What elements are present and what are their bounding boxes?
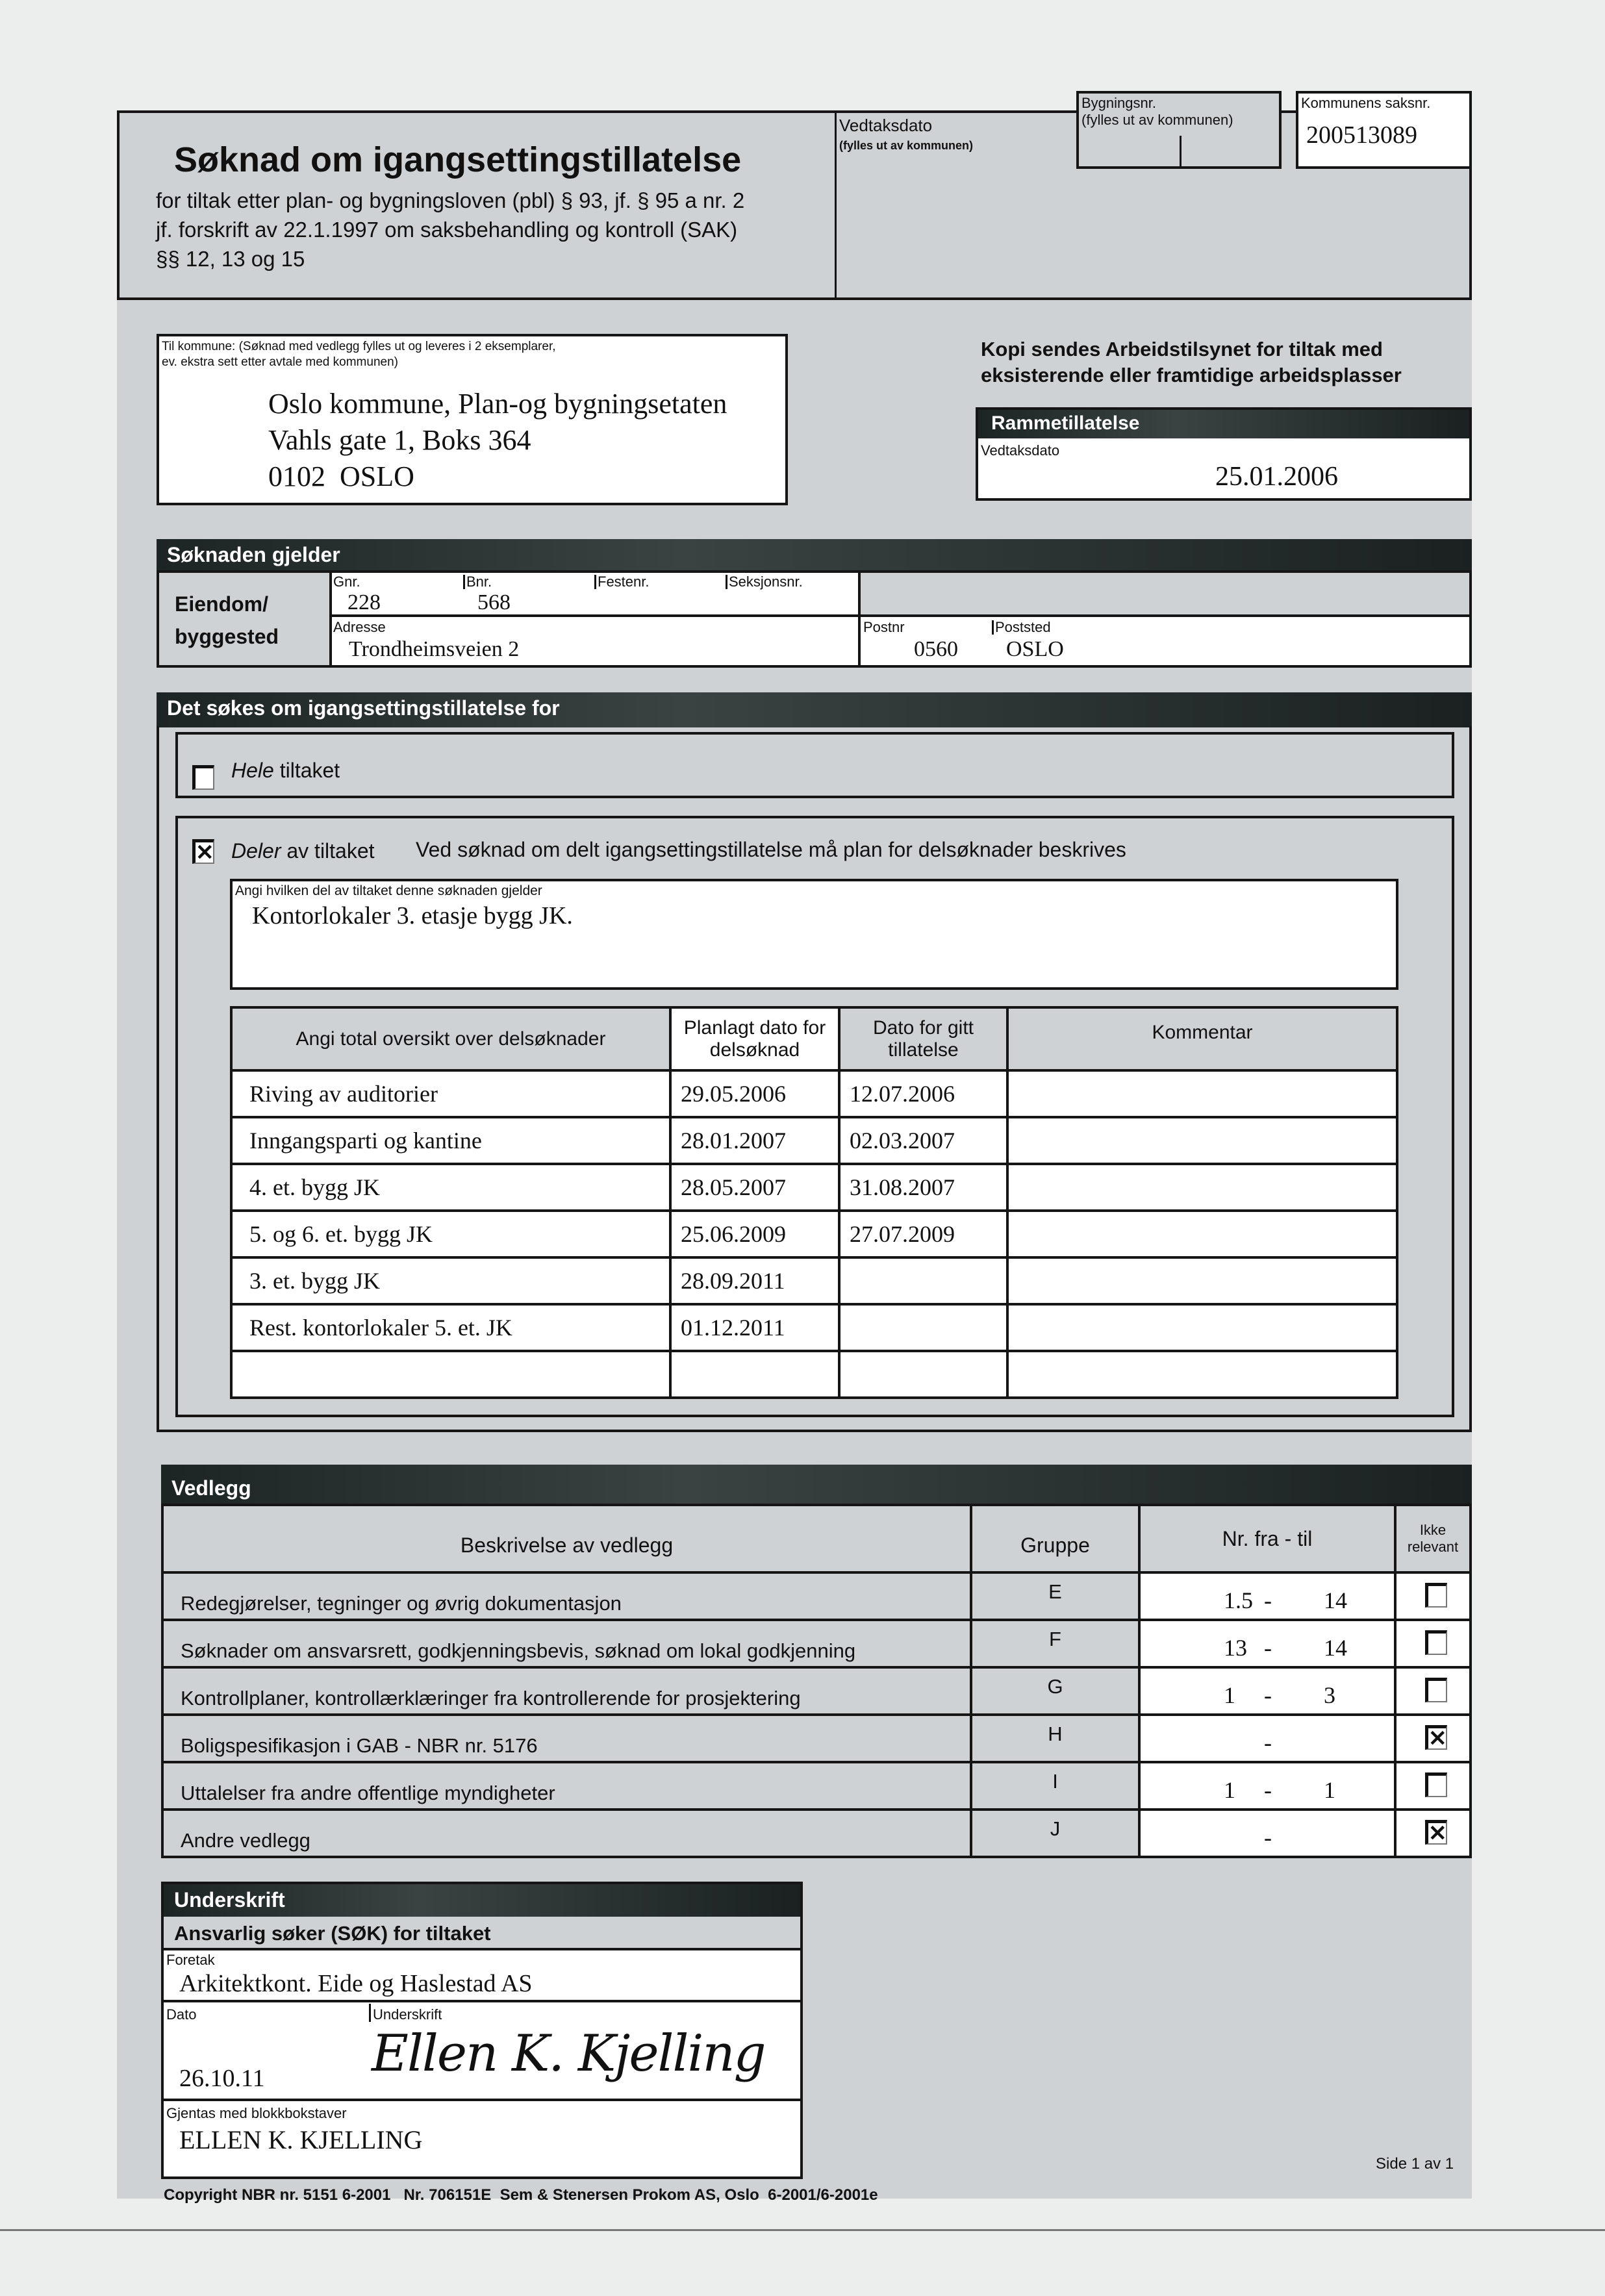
table-row [231,1351,1397,1398]
rammetillatelse-title: Rammetillatelse [978,410,1469,438]
kopi-note-1: Kopi sendes Arbeidstilsynet for tiltak med [981,338,1383,360]
planlagt-dato-cell[interactable]: 28.01.2007 [670,1117,839,1164]
gjentas-label: Gjentas med blokkbokstaver [166,2105,347,2121]
ikke-relevant-checkbox[interactable] [1425,1630,1447,1655]
planlagt-dato-cell[interactable]: 28.05.2007 [670,1164,839,1211]
delsoknader-table [230,1006,1398,1399]
underskrift-title: Underskrift [164,1884,800,1917]
bnr-label: Bnr. [463,575,492,589]
form-title: Søknad om igangsettingstillatelse [174,140,742,179]
table-row [231,1211,1397,1257]
vedlegg-group: G [971,1667,1139,1715]
ikke-relevant-checkbox[interactable]: ✕ [1425,1725,1447,1750]
header-divider [835,113,837,299]
delsoknad-name-cell[interactable]: Rest. kontorlokaler 5. et. JK [231,1304,670,1351]
vedlegg-description: Andre vedlegg [162,1810,971,1857]
header-nr: Nr. fra - til [1139,1505,1395,1572]
dato-line [164,2099,800,2101]
vedlegg-group: E [971,1572,1139,1620]
gitt-dato-cell[interactable]: 12.07.2006 [839,1070,1007,1117]
gjentas-field[interactable]: ELLEN K. KJELLING [179,2125,423,2154]
kopi-note-2: eksisterende eller framtidige arbeidsplasser [981,364,1402,386]
hele-box [175,732,1454,798]
hele-checkbox[interactable] [192,765,214,790]
nr-dash: - [1264,1730,1272,1756]
bygningsnr-divider [1180,136,1182,168]
hele-label [231,759,340,783]
table-header-row [231,1007,1397,1070]
poststed-label: Poststed [992,620,1051,635]
underskrift-box [161,1882,803,2179]
delsoknad-name-cell[interactable] [231,1351,670,1398]
gnr-field[interactable]: 228 [348,590,381,614]
dato-field[interactable]: 26.10.11 [179,2065,265,2092]
saksnr-value: 200513089 [1306,121,1417,149]
til-kommune-label-1: Til kommune: (Søknad med vedlegg fylles ut og leveres i 2 eksemplarer, [162,340,556,353]
delsoknad-name-cell[interactable]: 3. et. bygg JK [231,1257,670,1304]
rammetillatelse-box [976,407,1472,501]
gnr-label: Gnr. [333,574,360,590]
kommune-address-3: 0102 OSLO [268,460,414,492]
foretak-label: Foretak [166,1952,215,1968]
seksjonsnr-label: Seksjonsnr. [726,575,803,589]
kommentar-cell[interactable] [1007,1257,1397,1304]
ramme-vedtaksdato-value: 25.01.2006 [1215,462,1338,492]
planlagt-dato-cell[interactable]: 29.05.2006 [670,1070,839,1117]
vedlegg-table [161,1504,1472,1858]
delsoknad-name-cell[interactable]: Riving av auditorier [231,1070,670,1117]
header-gitt: Dato for gitt tillatelse [839,1007,1007,1070]
deler-label [231,839,375,863]
underskrift-label: Underskrift [369,2004,442,2022]
foretak-line [164,2000,800,2002]
nr-dash: - [1264,1682,1272,1708]
vedlegg-description: Kontrollplaner, kontrollærklæringer fra kontrollerende for prosjektering [162,1667,971,1715]
vedlegg-row [162,1715,1471,1762]
postnr-field[interactable]: 0560 [914,637,958,661]
nr-to: 3 [1324,1682,1335,1708]
gitt-dato-cell[interactable]: 27.07.2009 [839,1211,1007,1257]
til-kommune-label-2: ev. ekstra sett etter avtale med kommunen) [162,355,398,369]
delsoknad-name-cell[interactable]: Inngangsparti og kantine [231,1117,670,1164]
signature: Ellen K. Kjelling [372,2025,765,2083]
bygningsnr-field[interactable] [1076,91,1282,169]
form-subtitle-3: §§ 12, 13 og 15 [156,247,305,271]
gitt-dato-cell[interactable] [839,1304,1007,1351]
header-ikke-relevant: Ikke relevant [1395,1505,1471,1572]
ikke-relevant-cell [1395,1762,1471,1810]
vedlegg-nr-range[interactable] [1139,1810,1395,1857]
vedtaksdato-label: Vedtaksdato [839,116,933,135]
ikke-relevant-checkbox[interactable]: ✕ [1425,1820,1447,1845]
soknaden-gjelder-title: Søknaden gjelder [157,539,1472,573]
vedlegg-group: H [971,1715,1139,1762]
table-row [231,1117,1397,1164]
ikke-relevant-cell [1395,1572,1471,1620]
hele-label-rest: tiltaket [279,759,340,782]
vedlegg-description: Uttalelser fra andre offentlige myndigheter [162,1762,971,1810]
planlagt-dato-cell[interactable]: 25.06.2009 [670,1211,839,1257]
header-beskrivelse: Beskrivelse av vedlegg [162,1505,971,1572]
vedlegg-title: Vedlegg [161,1465,1472,1505]
til-kommune-box[interactable] [157,334,788,505]
kommentar-cell[interactable] [1007,1164,1397,1211]
ikke-relevant-cell [1395,1667,1471,1715]
delsoknad-name-cell[interactable]: 4. et. bygg JK [231,1164,670,1211]
kommentar-cell[interactable] [1007,1070,1397,1117]
deler-label-em: Deler [231,839,281,863]
vedlegg-group: F [971,1620,1139,1667]
vedlegg-row [162,1762,1471,1810]
vedlegg-description: Boligspesifikasjon i GAB - NBR nr. 5176 [162,1715,971,1762]
nr-dash: - [1264,1635,1272,1661]
nr-dash: - [1264,1824,1272,1850]
nr-from: 1.5 [1224,1587,1253,1613]
header-planlagt: Planlagt dato for delsøknad [670,1007,839,1070]
planlagt-dato-cell[interactable]: 28.09.2011 [670,1257,839,1304]
det-sokes-title: Det søkes om igangsettingstillatelse for [157,692,1472,727]
planlagt-dato-cell[interactable] [670,1351,839,1398]
vedlegg-row [162,1810,1471,1857]
gitt-dato-cell[interactable]: 31.08.2007 [839,1164,1007,1211]
nr-from: 1 [1224,1777,1235,1803]
ikke-relevant-checkbox[interactable] [1425,1772,1447,1797]
dato-label: Dato [166,2006,197,2023]
kommune-address-2: Vahls gate 1, Boks 364 [268,424,531,456]
vedlegg-row [162,1667,1471,1715]
bygningsnr-label: Bygningsnr. [1081,95,1156,111]
adresse-field[interactable]: Trondheimsveien 2 [349,637,520,661]
hele-label-em: Hele [231,759,274,782]
vedlegg-nr-range[interactable] [1139,1715,1395,1762]
vedlegg-nr-range[interactable] [1139,1572,1395,1620]
bygningsnr-note: (fylles ut av kommunen) [1081,112,1233,128]
ikke-relevant-cell [1395,1810,1471,1857]
postnr-label: Postnr [863,619,905,635]
vedlegg-nr-range[interactable] [1139,1667,1395,1715]
form-subtitle-1: for tiltak etter plan- og bygningsloven (pbl) § 93, jf. § 95 a nr. 2 [156,188,745,212]
nr-from: 1 [1224,1682,1235,1708]
angi-del-label: Angi hvilken del av tiltaket denne søknaden gjelder [235,883,542,898]
gitt-dato-cell[interactable]: 02.03.2007 [839,1117,1007,1164]
eiendom-label: Eiendom/ [175,592,269,616]
header-oversikt: Angi total oversikt over delsøknader [231,1007,670,1070]
ansvarlig-row: Ansvarlig søker (SØK) for tiltaket [164,1917,800,1950]
nr-to: 1 [1324,1777,1335,1803]
gitt-dato-cell[interactable] [839,1351,1007,1398]
ramme-vedtaksdato-label: Vedtaksdato [981,442,1060,459]
delsoknad-name-cell[interactable]: 5. og 6. et. bygg JK [231,1211,670,1257]
vedlegg-group: I [971,1762,1139,1810]
ikke-relevant-cell [1395,1715,1471,1762]
vedlegg-row [162,1620,1471,1667]
vedlegg-description: Redegjørelser, tegninger og øvrig dokumentasjon [162,1572,971,1620]
vedlegg-nr-range[interactable] [1139,1620,1395,1667]
nr-to: 14 [1324,1587,1347,1613]
postnr-divider [858,573,861,665]
eiendom-box [157,570,1472,668]
saksnr-field[interactable] [1296,91,1472,169]
table-row [231,1304,1397,1351]
adresse-label: Adresse [333,619,386,635]
kommentar-cell[interactable] [1007,1211,1397,1257]
postnr-top-line [858,614,1472,617]
table-row [231,1070,1397,1117]
bottom-rule [0,2229,1605,2231]
bnr-field[interactable]: 568 [477,590,511,614]
vedlegg-nr-range[interactable] [1139,1762,1395,1810]
byggested-label: byggested [175,625,279,648]
footer-copyright: Copyright NBR nr. 5151 6-2001 Nr. 706151E Sem & Stenersen Prokom AS, Oslo 6-2001/6-2001e [164,2186,878,2204]
deler-checkbox[interactable]: ✕ [192,839,214,864]
nr-dash: - [1264,1777,1272,1803]
kommentar-cell[interactable] [1007,1304,1397,1351]
vedtaksdato-note: (fylles ut av kommunen) [839,139,974,152]
saksnr-label: Kommunens saksnr. [1301,95,1431,111]
vedlegg-group: J [971,1810,1139,1857]
nr-to: 14 [1324,1635,1347,1661]
table-row [231,1257,1397,1304]
gitt-dato-cell[interactable] [839,1257,1007,1304]
nr-dash: - [1264,1587,1272,1613]
header-kommentar: Kommentar [1007,1007,1397,1070]
ikke-relevant-checkbox[interactable] [1425,1678,1447,1702]
table-row [231,1164,1397,1211]
deler-label-rest: av tiltaket [286,839,375,863]
kommentar-cell[interactable] [1007,1351,1397,1398]
kommentar-cell[interactable] [1007,1117,1397,1164]
kommune-address-1: Oslo kommune, Plan-og bygningsetaten [268,388,727,420]
footer-page: Side 1 av 1 [1376,2155,1454,2173]
form-subtitle-2: jf. forskrift av 22.1.1997 om saksbehandling og kontroll (SAK) [156,218,738,242]
planlagt-dato-cell[interactable]: 01.12.2011 [670,1304,839,1351]
ikke-relevant-checkbox[interactable] [1425,1583,1447,1608]
foretak-field[interactable]: Arkitektkont. Eide og Haslestad AS [179,1970,533,1997]
vedlegg-description: Søknader om ansvarsrett, godkjenningsbevis, søknad om lokal godkjenning [162,1620,971,1667]
vedlegg-row [162,1572,1471,1620]
angi-del-field[interactable] [230,879,1398,990]
nr-from: 13 [1224,1635,1247,1661]
angi-del-value: Kontorlokaler 3. etasje bygg JK. [252,902,573,929]
vedlegg-header-row [162,1505,1471,1572]
deler-note: Ved søknad om delt igangsettingstillatelse må plan for delsøknader beskrives [416,838,1126,861]
ikke-relevant-cell [1395,1620,1471,1667]
festenr-label: Festenr. [594,575,649,589]
poststed-field[interactable]: OSLO [1006,637,1064,661]
header-gruppe: Gruppe [971,1505,1139,1572]
